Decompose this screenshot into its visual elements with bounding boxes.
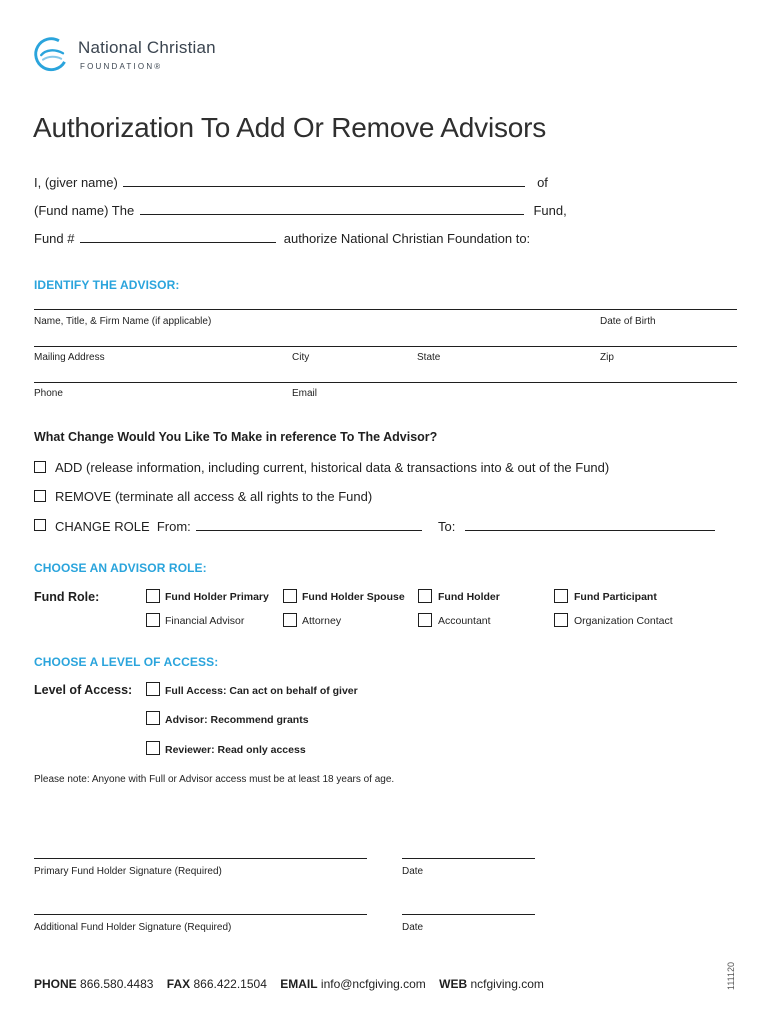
authorize-label: authorize National Christian Foundation to: — [283, 231, 531, 246]
primary-date-line[interactable] — [402, 858, 535, 859]
role-fund-holder-primary-checkbox[interactable] — [146, 589, 160, 603]
access-advisor-label: Advisor: Recommend grants — [165, 714, 309, 726]
state-label: State — [417, 352, 441, 363]
primary-date-label: Date — [402, 866, 424, 877]
role-financial-advisor-label: Financial Advisor — [165, 615, 245, 627]
advisor-name-line[interactable] — [34, 309, 737, 310]
remove-checkbox[interactable] — [34, 490, 46, 502]
primary-signature-line[interactable] — [34, 858, 367, 859]
role-fund-holder-primary-label: Fund Holder Primary — [165, 591, 269, 603]
role-fund-holder-label: Fund Holder — [438, 591, 500, 603]
change-role-checkbox[interactable] — [34, 519, 46, 531]
additional-signature-line[interactable] — [34, 914, 367, 915]
giver-line — [34, 174, 548, 190]
web-address: ncfgiving.com — [470, 977, 544, 991]
fax-key: FAX — [166, 977, 191, 991]
role-fund-holder-checkbox[interactable] — [418, 589, 432, 603]
phone-label: Phone — [34, 388, 63, 399]
role-attorney-label: Attorney — [302, 615, 342, 627]
advisor-name-label: Name, Title, & Firm Name (if applicable) — [34, 316, 212, 327]
fund-name-label: (Fund name) The — [34, 203, 135, 218]
change-question: What Change Would You Like To Make in reference To The Advisor? — [34, 430, 438, 444]
email-address: info@ncfgiving.com — [320, 977, 426, 991]
ncf-logo — [33, 36, 73, 76]
access-level-label: Level of Access: — [34, 683, 133, 697]
change-to-field[interactable] — [465, 518, 715, 531]
logo-subtitle: FOUNDATION® — [80, 62, 163, 71]
access-full-label: Full Access: Can act on behalf of giver — [165, 685, 358, 697]
fund-number-label: Fund # — [34, 231, 75, 246]
fund-number-line — [34, 230, 530, 246]
phone-line[interactable] — [34, 382, 737, 383]
add-label: ADD (release information, including current, historical data & transactions into & out of the Fund) — [55, 460, 610, 475]
web-key: WEB — [439, 977, 468, 991]
fund-number-field[interactable] — [80, 230, 276, 243]
phone-key: PHONE — [34, 977, 77, 991]
fund-name-field[interactable] — [140, 202, 524, 215]
role-attorney-checkbox[interactable] — [283, 613, 297, 627]
fund-role-label: Fund Role: — [34, 590, 100, 604]
additional-date-label: Date — [402, 922, 424, 933]
city-label: City — [292, 352, 310, 363]
giver-name-label: I, (giver name) — [34, 175, 118, 190]
access-reviewer-label: Reviewer: Read only access — [165, 744, 306, 756]
add-checkbox[interactable] — [34, 461, 46, 473]
change-role-label: CHANGE ROLE From: — [55, 519, 191, 534]
role-organization-contact-label: Organization Contact — [574, 615, 673, 627]
address-line[interactable] — [34, 346, 737, 347]
fax-number: 866.422.1504 — [193, 977, 267, 991]
access-level-heading: CHOOSE A LEVEL OF ACCESS: — [34, 655, 219, 669]
access-full-checkbox[interactable] — [146, 682, 160, 696]
address-label: Mailing Address — [34, 352, 105, 363]
change-role-line — [55, 518, 715, 534]
email-key: EMAIL — [280, 977, 318, 991]
phone-number: 866.580.4483 — [80, 977, 154, 991]
age-note: Please note: Anyone with Full or Advisor access must be at least 18 years of age. — [34, 774, 395, 785]
role-organization-contact-checkbox[interactable] — [554, 613, 568, 627]
role-financial-advisor-checkbox[interactable] — [146, 613, 160, 627]
role-fund-holder-spouse-checkbox[interactable] — [283, 589, 297, 603]
logo-name: National Christian — [78, 38, 216, 57]
additional-date-line[interactable] — [402, 914, 535, 915]
form-code: 111120 — [726, 961, 736, 990]
change-to-label: To: — [438, 519, 456, 534]
primary-signature-label: Primary Fund Holder Signature (Required) — [34, 866, 222, 877]
footer-contact — [34, 977, 544, 991]
page-title: Authorization To Add Or Remove Advisors — [33, 112, 547, 143]
access-advisor-checkbox[interactable] — [146, 711, 160, 725]
change-from-field[interactable] — [196, 518, 422, 531]
of-label: of — [537, 175, 548, 190]
fund-suffix-label: Fund, — [533, 203, 567, 218]
additional-signature-label: Additional Fund Holder Signature (Required) — [34, 922, 232, 933]
dob-label: Date of Birth — [600, 316, 656, 327]
giver-name-field[interactable] — [123, 174, 525, 187]
role-fund-holder-spouse-label: Fund Holder Spouse — [302, 591, 405, 603]
role-accountant-label: Accountant — [438, 615, 491, 627]
role-accountant-checkbox[interactable] — [418, 613, 432, 627]
access-reviewer-checkbox[interactable] — [146, 741, 160, 755]
role-fund-participant-label: Fund Participant — [574, 591, 657, 603]
fund-name-line — [34, 202, 567, 218]
advisor-role-heading: CHOOSE AN ADVISOR ROLE: — [34, 561, 207, 575]
role-fund-participant-checkbox[interactable] — [554, 589, 568, 603]
email-label: Email — [292, 388, 318, 399]
identify-advisor-heading: IDENTIFY THE ADVISOR: — [34, 278, 180, 292]
zip-label: Zip — [600, 352, 614, 363]
remove-label: REMOVE (terminate all access & all rights to the Fund) — [55, 489, 373, 504]
